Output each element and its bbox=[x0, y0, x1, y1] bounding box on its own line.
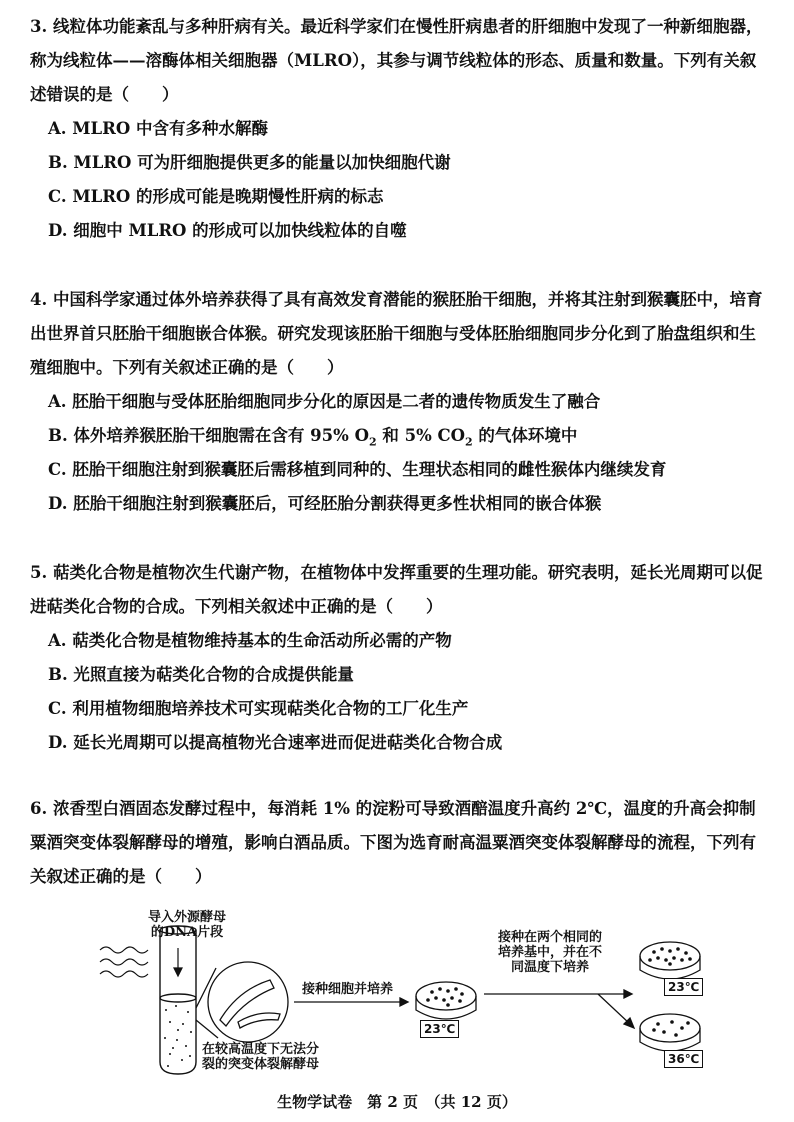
tube-cells bbox=[164, 1005, 192, 1067]
arrow-split-icon bbox=[484, 990, 634, 1028]
question-3-option-b: B. MLRO 可为肝细胞提供更多的能量以加快细胞代谢 bbox=[48, 153, 451, 172]
co2-subscript: 2 bbox=[465, 435, 473, 449]
petri-dish-middle-icon bbox=[416, 982, 476, 1019]
question-3-stem: 3. 线粒体功能紊乱与多种肝病有关。最近科学家们在慢性肝病患者的肝细胞中发现了一种新细胞器，称为线粒体——溶酶体相关细胞器（MLRO），其参与调节线粒体的形态、质量和数量。下列有关叙述错误的是（ ） bbox=[30, 17, 763, 104]
question-5-option-a: A. 萜类化合物是植物维持基本的生命活动所必需的产物 bbox=[48, 631, 452, 650]
page-footer: 生物学试卷 第 2 页 （共 12 页） bbox=[277, 1093, 517, 1111]
question-5-stem: 5. 萜类化合物是植物次生代谢产物，在植物体中发挥重要的生理功能。研究表明，延长光周期可以促进萜类化合物的合成。下列相关叙述中正确的是（ ） bbox=[30, 563, 763, 616]
question-3-option-c: C. MLRO 的形成可能是晚期慢性肝病的标志 bbox=[48, 187, 384, 206]
arrow-to-dish-icon bbox=[294, 998, 408, 1006]
magnifier-icon bbox=[196, 962, 288, 1042]
question-4-option-c: C. 胚胎干细胞注射到猴囊胚后需移植到同种的、生理状态相同的雌性猴体内继续发育 bbox=[48, 460, 667, 479]
question-3-option-a: A. MLRO 中含有多种水解酶 bbox=[48, 119, 268, 138]
dna-wave-icon bbox=[100, 947, 148, 977]
question-4-option-a: A. 胚胎干细胞与受体胚胎细胞同步分化的原因是二者的遗传物质发生了融合 bbox=[48, 392, 601, 411]
question-4-stem: 4. 中国科学家通过体外培养获得了具有高效发育潜能的猴胚胎干细胞，并将其注射到猴囊胚中，培育出世界首只胚胎干细胞嵌合体猴。研究发现该胚胎干细胞与受体胚胎细胞同步分化到了胎盘组织和生殖细胞中。下列有关叙述正确的是（ ） bbox=[30, 290, 763, 377]
question-4-option-d: D. 胚胎干细胞注射到猴囊胚后，可经胚胎分割获得更多性状相同的嵌合体猴 bbox=[48, 494, 602, 513]
question-4-option-b-part3: 的气体环境中 bbox=[472, 426, 578, 445]
question-4-option-b-part1: B. 体外培养猴胚胎干细胞需在含有 95% O bbox=[48, 426, 369, 445]
question-4-option-b-part2: 和 5% CO bbox=[376, 426, 465, 445]
petri-dish-bottom-icon bbox=[640, 1014, 700, 1051]
yeast-selection-diagram bbox=[98, 910, 718, 1080]
question-5-option-c: C. 利用植物细胞培养技术可实现萜类化合物的工厂化生产 bbox=[48, 699, 469, 718]
question-5-option-d: D. 延长光周期可以提高植物光合速率进而促进萜类化合物合成 bbox=[48, 733, 503, 752]
o2-subscript: 2 bbox=[368, 435, 377, 449]
temp-badge-middle: 23℃ bbox=[420, 1020, 459, 1038]
question-5-option-b: B. 光照直接为萜类化合物的合成提供能量 bbox=[48, 665, 354, 684]
label-split-culture: 接种在两个相同的 培养基中，并在不 同温度下培养 bbox=[498, 930, 603, 975]
temp-badge-bottom: 36℃ bbox=[664, 1050, 703, 1068]
question-3 bbox=[30, 10, 770, 248]
question-5 bbox=[30, 556, 770, 760]
question-4-option-b bbox=[30, 419, 770, 453]
question-6 bbox=[30, 792, 770, 894]
question-4 bbox=[30, 283, 770, 521]
label-mutant-yeast: 在较高温度下无法分 裂的突变体裂解酵母 bbox=[202, 1042, 320, 1072]
question-3-option-d: D. 细胞中 MLRO 的形成可以加快线粒体的自噬 bbox=[48, 221, 407, 240]
temp-badge-top: 23℃ bbox=[664, 978, 703, 996]
down-arrow-icon bbox=[174, 948, 182, 976]
petri-dish-top-icon bbox=[640, 942, 700, 979]
label-inoculate: 接种细胞并培养 bbox=[302, 982, 394, 997]
question-6-stem: 6. 浓香型白酒固态发酵过程中，每消耗 1% 的淀粉可导致酒醅温度升高约 2℃，温度的升高会抑制粟酒突变体裂解酵母的增殖，影响白酒品质。下图为选育耐高温粟酒突变体裂解酵母的流程，下列有关叙述正确的是（ ） bbox=[30, 799, 756, 886]
label-dna-fragment: 导入外源酵母 的DNA片段 bbox=[148, 910, 227, 940]
